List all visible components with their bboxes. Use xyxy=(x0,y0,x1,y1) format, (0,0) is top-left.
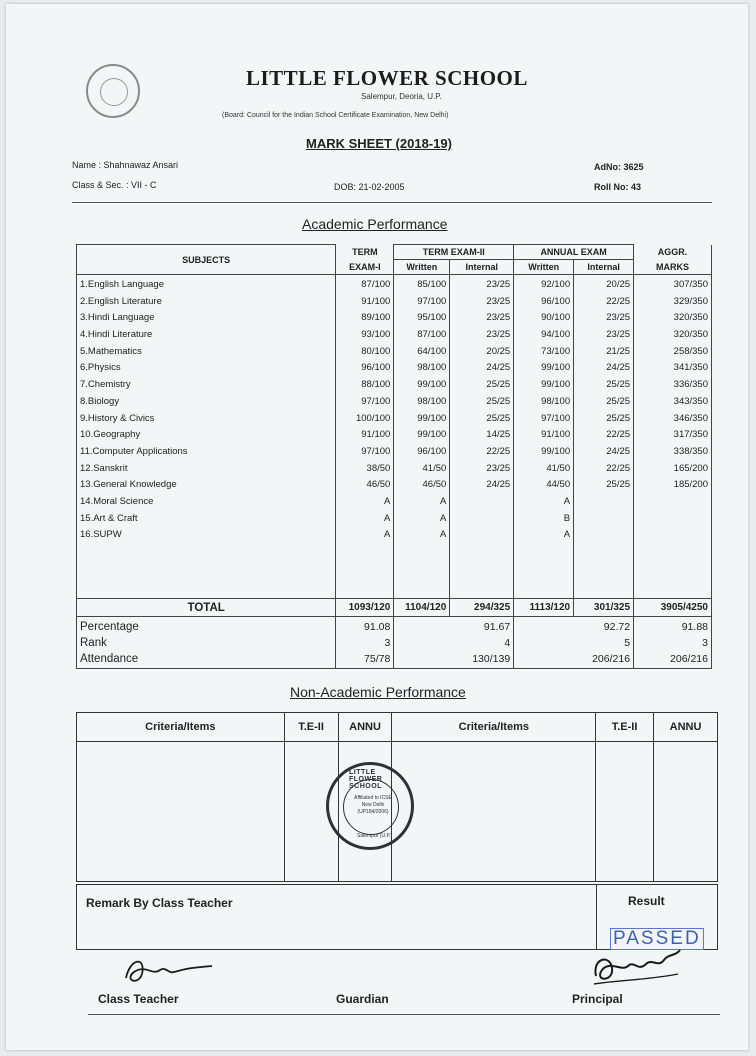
attendance-term2: 130/139 xyxy=(472,653,511,665)
student-roll: Roll No: 43 xyxy=(594,182,642,192)
student-name: Name : Shahnawaz Ansari xyxy=(72,160,179,170)
annual-internal-mark: 24/25 xyxy=(606,445,631,457)
total-term1: 1093/120 xyxy=(336,599,394,617)
annual-internal-mark: 20/25 xyxy=(606,279,631,290)
te2-header: T.E-II xyxy=(284,713,338,742)
annual-written-mark: 41/50 xyxy=(546,462,571,474)
rank-term1: 3 xyxy=(384,637,391,649)
subject-name: 6.Physics xyxy=(80,362,121,374)
annual-written-mark: 97/100 xyxy=(541,412,571,424)
summary-label: Percentage xyxy=(80,621,139,633)
annual-written-mark: 90/100 xyxy=(541,312,571,324)
empty-cell xyxy=(77,742,285,882)
term2-written-mark: 98/100 xyxy=(417,362,447,374)
term1-mark: 97/100 xyxy=(361,395,391,407)
term1-mark: A xyxy=(383,529,391,541)
term1-mark: 46/50 xyxy=(366,479,391,491)
rank-term2: 4 xyxy=(504,637,511,649)
summary-labels xyxy=(77,617,336,669)
annual-internal-mark: 23/25 xyxy=(606,312,631,324)
header-aggr: AGGR. xyxy=(634,245,712,260)
subject-name: 3.Hindi Language xyxy=(80,312,155,324)
term2-internal-mark: 20/25 xyxy=(486,345,511,357)
term2-written-mark: 97/100 xyxy=(417,295,447,307)
aggregate-mark: 338/350 xyxy=(673,445,708,457)
summary-annual xyxy=(514,617,634,669)
header-term2-written: Written xyxy=(394,260,450,275)
remark-label: Remark By Class Teacher xyxy=(86,896,233,910)
term2-written-mark: 95/100 xyxy=(417,312,447,324)
term2-internal-mark: 23/25 xyxy=(486,279,511,290)
annual-written-mark: 99/100 xyxy=(541,379,571,391)
term1-mark: 91/100 xyxy=(361,429,391,441)
attendance-aggr: 206/216 xyxy=(670,653,708,665)
term1-mark: 87/100 xyxy=(361,279,391,290)
total-label: TOTAL xyxy=(77,599,336,617)
stamp-ring-text: LITTLE FLOWER SCHOOL xyxy=(349,769,383,790)
school-place: Salempur, Deoria, U.P. xyxy=(361,92,442,101)
term1-mark: 97/100 xyxy=(361,445,391,457)
annual-internal-mark: 22/25 xyxy=(606,295,631,307)
header-annual-written: Written xyxy=(514,260,574,275)
annual-internal-column xyxy=(574,275,634,599)
subject-name: 13.General Knowledge xyxy=(80,479,177,491)
te2-header: T.E-II xyxy=(596,713,654,742)
annual-written-mark: 98/100 xyxy=(541,395,571,407)
header-annual-internal: Internal xyxy=(574,260,634,275)
term2-written-mark: 41/50 xyxy=(422,462,447,474)
subject-name: 8.Biology xyxy=(80,395,120,407)
term2-internal-mark: 14/25 xyxy=(486,429,511,441)
term1-mark: 89/100 xyxy=(361,312,391,324)
term2-internal-mark: 23/25 xyxy=(486,295,511,307)
percentage-aggr: 91.88 xyxy=(681,621,708,633)
term2-written-mark: 85/100 xyxy=(417,279,447,290)
aggregate-mark: 307/350 xyxy=(673,279,708,290)
subject-name: 15.Art & Craft xyxy=(80,512,138,524)
principal-signature xyxy=(588,942,698,988)
subject-name: 11.Computer Applications xyxy=(80,445,188,457)
result-label: Result xyxy=(628,894,665,908)
non-academic-title: Non-Academic Performance xyxy=(290,684,466,700)
empty-cell xyxy=(654,742,718,882)
aggregate-mark: 185/200 xyxy=(673,479,708,491)
aggregate-mark: 317/350 xyxy=(673,429,708,441)
term1-mark: A xyxy=(383,512,391,524)
term1-mark: 80/100 xyxy=(361,345,391,357)
criteria-header: Criteria/Items xyxy=(392,713,596,742)
term2-written-mark: 87/100 xyxy=(417,329,447,341)
annual-written-mark: 94/100 xyxy=(541,329,571,341)
term1-mark: A xyxy=(383,495,391,507)
marksheet-title: MARK SHEET (2018-19) xyxy=(306,136,452,151)
term2-internal-mark: 25/25 xyxy=(486,379,511,391)
aggregate-mark: 320/350 xyxy=(673,312,708,324)
term1-column xyxy=(336,275,394,599)
annual-internal-mark: 25/25 xyxy=(606,479,631,491)
aggregate-mark: 336/350 xyxy=(673,379,708,391)
annual-written-mark: 99/100 xyxy=(541,362,571,374)
subject-name: 7.Chemistry xyxy=(80,379,131,391)
aggregate-mark: 320/350 xyxy=(673,329,708,341)
term2-internal-column xyxy=(450,275,514,599)
header-annual: ANNUAL EXAM xyxy=(514,245,634,260)
annual-written-mark: 99/100 xyxy=(541,445,571,457)
annu-header: ANNU xyxy=(338,713,392,742)
summary-label: Attendance xyxy=(80,653,139,665)
term2-internal-mark: 22/25 xyxy=(486,445,511,457)
percentage-term2: 91.67 xyxy=(483,621,511,633)
term2-internal-mark: 25/25 xyxy=(486,395,511,407)
aggr-column xyxy=(634,275,712,599)
school-emblem-icon xyxy=(86,64,140,118)
subjects-column xyxy=(77,275,336,599)
term2-written-mark: 46/50 xyxy=(422,479,447,491)
term2-internal-mark: 23/25 xyxy=(486,329,511,341)
aggregate-mark: 329/350 xyxy=(673,295,708,307)
total-term2-written: 1104/120 xyxy=(394,599,450,617)
term1-mark: 38/50 xyxy=(366,462,391,474)
term2-written-mark: A xyxy=(439,495,447,507)
annual-written-mark: 92/100 xyxy=(541,279,571,290)
total-annual-internal: 301/325 xyxy=(574,599,634,617)
term2-internal-mark: 25/25 xyxy=(486,412,511,424)
term2-internal-mark: 24/25 xyxy=(486,479,511,491)
header-term2: TERM EXAM-II xyxy=(394,245,514,260)
result-passed-stamp: PASSED xyxy=(610,928,704,950)
header-term1: TERM xyxy=(336,245,394,260)
attendance-annual: 206/216 xyxy=(592,653,631,665)
aggregate-mark: 346/350 xyxy=(673,412,708,424)
header-subjects: SUBJECTS xyxy=(77,245,336,275)
academic-table xyxy=(76,244,712,669)
summary-term2 xyxy=(394,617,514,669)
annual-internal-mark: 25/25 xyxy=(606,395,631,407)
aggregate-mark: 343/350 xyxy=(673,395,708,407)
annual-written-mark: A xyxy=(563,529,571,541)
annual-internal-mark: 23/25 xyxy=(606,329,631,341)
term2-internal-mark: 23/25 xyxy=(486,462,511,474)
term2-written-mark: 64/100 xyxy=(417,345,447,357)
term1-mark: 93/100 xyxy=(361,329,391,341)
annual-written-mark: 73/100 xyxy=(541,345,571,357)
stamp-affiliation: Affiliated to ICSE New Delhi (UP184/2006) xyxy=(354,795,392,815)
mark-sheet-page xyxy=(6,4,748,1050)
subject-name: 10.Geography xyxy=(80,429,141,441)
school-name: LITTLE FLOWER SCHOOL xyxy=(246,66,528,90)
principal-label: Principal xyxy=(572,992,623,1006)
remark-divider xyxy=(596,884,597,950)
subject-name: 5.Mathematics xyxy=(80,345,142,357)
annual-written-mark: 91/100 xyxy=(541,429,571,441)
term2-written-mark: 99/100 xyxy=(417,379,447,391)
academic-title: Academic Performance xyxy=(302,216,448,232)
empty-cell xyxy=(596,742,654,882)
term2-internal-mark: 23/25 xyxy=(486,312,511,324)
summary-aggr xyxy=(634,617,712,669)
subject-name: 16.SUPW xyxy=(80,529,122,541)
subject-name: 9.History & Civics xyxy=(80,412,155,424)
annual-internal-mark: 21/25 xyxy=(606,345,631,357)
term1-mark: 91/100 xyxy=(361,295,391,307)
subject-name: 14.Moral Science xyxy=(80,495,154,507)
stamp-bottom-text: Salempur (U.P.) xyxy=(357,833,393,839)
total-term2-internal: 294/325 xyxy=(450,599,514,617)
student-adno: AdNo: 3625 xyxy=(594,162,644,172)
attendance-term1: 75/78 xyxy=(364,653,391,665)
annual-written-mark: 96/100 xyxy=(541,295,571,307)
bottom-divider xyxy=(88,1014,720,1015)
aggregate-mark: 165/200 xyxy=(673,462,708,474)
empty-cell xyxy=(392,742,596,882)
guardian-label: Guardian xyxy=(336,992,389,1006)
subject-name: 12.Sanskrit xyxy=(80,462,128,474)
term2-written-mark: 99/100 xyxy=(417,412,447,424)
percentage-term1: 91.08 xyxy=(364,621,391,633)
annual-written-column xyxy=(514,275,574,599)
subject-name: 4.Hindi Literature xyxy=(80,329,153,341)
summary-label: Rank xyxy=(80,637,107,649)
rank-annual: 5 xyxy=(624,637,631,649)
annual-written-mark: 44/50 xyxy=(546,479,571,491)
subject-name: 1.English Language xyxy=(80,279,164,290)
annual-internal-mark: 22/25 xyxy=(606,462,631,474)
aggregate-mark: 341/350 xyxy=(673,362,708,374)
annual-internal-mark: 24/25 xyxy=(606,362,631,374)
school-stamp xyxy=(326,762,414,850)
annu-header: ANNU xyxy=(654,713,718,742)
header-term1-sub: EXAM-I xyxy=(336,260,394,275)
annual-written-mark: B xyxy=(563,512,571,524)
header-term2-internal: Internal xyxy=(450,260,514,275)
rank-aggr: 3 xyxy=(702,637,708,649)
subject-name: 2.English Literature xyxy=(80,295,162,307)
percentage-annual: 92.72 xyxy=(603,621,631,633)
total-aggr: 3905/4250 xyxy=(634,599,712,617)
aggregate-mark: 258/350 xyxy=(673,345,708,357)
summary-term1 xyxy=(336,617,394,669)
term2-written-mark: 96/100 xyxy=(417,445,447,457)
total-annual-written: 1113/120 xyxy=(514,599,574,617)
divider xyxy=(72,202,712,203)
criteria-header: Criteria/Items xyxy=(77,713,285,742)
annual-written-mark: A xyxy=(563,495,571,507)
header-aggr-sub: MARKS xyxy=(634,260,712,275)
term2-written-mark: A xyxy=(439,512,447,524)
term2-internal-mark: 24/25 xyxy=(486,362,511,374)
annual-internal-mark: 25/25 xyxy=(606,412,631,424)
term2-written-mark: 99/100 xyxy=(417,429,447,441)
student-dob: DOB: 21-02-2005 xyxy=(334,182,405,192)
annual-internal-mark: 22/25 xyxy=(606,429,631,441)
term2-written-mark: A xyxy=(439,529,447,541)
class-teacher-label: Class Teacher xyxy=(98,992,179,1006)
term2-written-column xyxy=(394,275,450,599)
term1-mark: 100/100 xyxy=(355,412,391,424)
term1-mark: 96/100 xyxy=(361,362,391,374)
term2-written-mark: 98/100 xyxy=(417,395,447,407)
school-board: (Board: Council for the Indian School Certificate Examination, New Delhi) xyxy=(222,112,449,119)
term1-mark: 88/100 xyxy=(361,379,391,391)
annual-internal-mark: 25/25 xyxy=(606,379,631,391)
student-class: Class & Sec. : VII - C xyxy=(72,180,157,190)
class-teacher-signature xyxy=(116,950,226,990)
